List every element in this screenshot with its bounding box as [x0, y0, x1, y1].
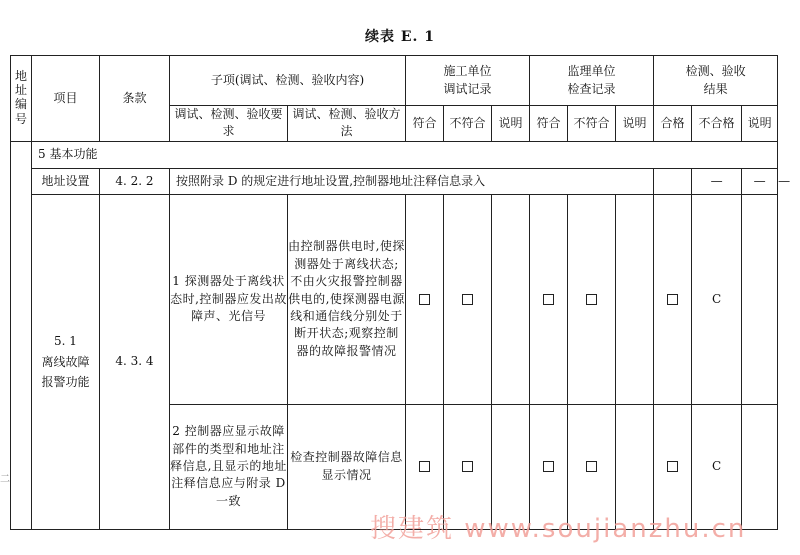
header-subitem: 子项(调试、检测、验收内容): [170, 56, 406, 106]
addr-setting-clause: 4. 2. 2: [100, 168, 170, 194]
header-supervision-note: 说明: [616, 106, 654, 142]
offline-clause: 4. 3. 4: [100, 194, 170, 529]
checkbox-icon[interactable]: [419, 461, 430, 472]
header-address-number: 地址编号: [11, 56, 32, 142]
header-result-note: 说明: [742, 106, 778, 142]
checkbox-icon[interactable]: [543, 294, 554, 305]
header-construction-conform: 符合: [406, 106, 444, 142]
checkbox-icon[interactable]: [462, 461, 473, 472]
sub1-result-qualified[interactable]: [654, 194, 692, 404]
header-result-unqualified: 不合格: [692, 106, 742, 142]
sub1-requirement: 1 探测器处于离线状态时,控制器应发出故障声、光信号: [170, 194, 288, 404]
page-edge-mark: 二: [0, 474, 10, 485]
header-supervision-conform: 符合: [530, 106, 568, 142]
checkbox-icon[interactable]: [419, 294, 430, 305]
sub1-result-note: [742, 194, 778, 404]
header-clause: 条款: [100, 56, 170, 142]
sub2-result-note: [742, 404, 778, 529]
header-inspection-result: 检测、验收 结果: [654, 56, 778, 106]
section-label: 5 基本功能: [32, 141, 778, 168]
header-supervision-record: 监理单位 检查记录: [530, 56, 654, 106]
header-requirement: 调试、检测、验收要求: [170, 106, 288, 142]
checkbox-icon[interactable]: [586, 294, 597, 305]
sub1-construction-nonconform[interactable]: [444, 194, 492, 404]
sub2-result-unqualified: C: [692, 404, 742, 529]
sub1-supervision-nonconform[interactable]: [568, 194, 616, 404]
addr-setting-unqualified-dash: —: [742, 168, 778, 194]
address-number-cell: [11, 141, 32, 529]
record-table: 地址编号 项目 条款 子项(调试、检测、验收内容) 施工单位 调试记录 监理单位 检查记录 检测、验收 结果 调试、检测、验收要求 调试、检测、验收方法 符合 不符合 说明 符合 不符合 说明 合格 不合格 说明 5 基本功能 地址设置 4. 2. 2 按照附录 D 的规定进行地址设置,控制器地址注释信息录入 — — — 5. 1 离线故障 报警功能 4. 3. 4 1 探测器处于离线状态时,控制器应发出故障声、光信号 由控制器供电时,使探测器处于离线状态;不由火灾报警控制器供电的,使探测器电源线和通信线分别处于断开状态;观察控制器的故障报警情况 C 2 控制器应显示故障部件的类型和地址注释信息,且显示的地址注释信息应与附录 D 一致 检查控制器故障信息显示情况 C: [10, 55, 778, 530]
table-title: 续表 E. 1: [364, 29, 436, 45]
sub2-method: 检查控制器故障信息显示情况: [288, 404, 406, 529]
addr-setting-content: 按照附录 D 的规定进行地址设置,控制器地址注释信息录入: [170, 168, 654, 194]
header-result-qualified: 合格: [654, 106, 692, 142]
checkbox-icon[interactable]: [543, 461, 554, 472]
header-construction-record: 施工单位 调试记录: [406, 56, 530, 106]
checkbox-icon[interactable]: [586, 461, 597, 472]
header-item: 项目: [32, 56, 100, 142]
header-construction-note: 说明: [492, 106, 530, 142]
addr-setting-item: 地址设置: [32, 168, 100, 194]
sub1-method: 由控制器供电时,使探测器处于离线状态;不由火灾报警控制器供电的,使探测器电源线和通信线分别处于断开状态;观察控制器的故障报警情况: [288, 194, 406, 404]
offline-item: 5. 1 离线故障 报警功能: [32, 194, 100, 529]
checkbox-icon[interactable]: [667, 461, 678, 472]
addr-setting-note: [654, 168, 692, 194]
header-method: 调试、检测、验收方法: [288, 106, 406, 142]
header-supervision-nonconform: 不符合: [568, 106, 616, 142]
checkbox-icon[interactable]: [462, 294, 473, 305]
header-construction-nonconform: 不符合: [444, 106, 492, 142]
sub1-supervision-conform[interactable]: [530, 194, 568, 404]
sub1-construction-conform[interactable]: [406, 194, 444, 404]
sub2-requirement: 2 控制器应显示故障部件的类型和地址注释信息,且显示的地址注释信息应与附录 D 一致: [170, 404, 288, 529]
addr-setting-qualified-dash: —: [692, 168, 742, 194]
sub1-supervision-note: [616, 194, 654, 404]
watermark: 搜建筑 www.soujianzhu.cn: [370, 514, 747, 544]
checkbox-icon[interactable]: [667, 294, 678, 305]
sub1-result-unqualified: C: [692, 194, 742, 404]
sub1-construction-note: [492, 194, 530, 404]
